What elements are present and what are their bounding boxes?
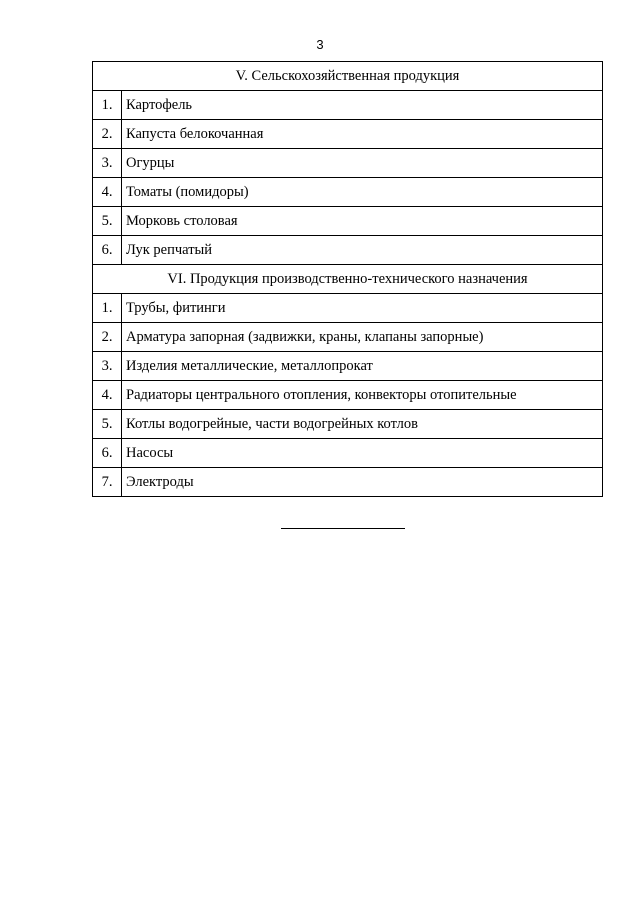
table-row bbox=[93, 178, 603, 207]
row-name: Морковь столовая bbox=[122, 207, 603, 236]
row-number: 7. bbox=[93, 468, 122, 497]
row-name: Огурцы bbox=[122, 149, 603, 178]
table-row bbox=[93, 236, 603, 265]
row-number: 5. bbox=[93, 207, 122, 236]
row-name: Арматура запорная (задвижки, краны, клапаны запорные) bbox=[122, 323, 603, 352]
product-table bbox=[92, 61, 603, 497]
table-row bbox=[93, 323, 603, 352]
row-number: 6. bbox=[93, 439, 122, 468]
table-row bbox=[93, 294, 603, 323]
row-number: 1. bbox=[93, 91, 122, 120]
section-header-row bbox=[93, 62, 603, 91]
row-name: Насосы bbox=[122, 439, 603, 468]
table-row bbox=[93, 468, 603, 497]
section-header-row bbox=[93, 265, 603, 294]
row-name: Трубы, фитинги bbox=[122, 294, 603, 323]
table-row bbox=[93, 381, 603, 410]
table-row bbox=[93, 91, 603, 120]
table-row bbox=[93, 207, 603, 236]
table-row bbox=[93, 120, 603, 149]
section-title: VI. Продукция производственно-технического назначения bbox=[93, 265, 603, 294]
row-name: Картофель bbox=[122, 91, 603, 120]
table-row bbox=[93, 149, 603, 178]
row-number: 4. bbox=[93, 381, 122, 410]
table-row bbox=[93, 352, 603, 381]
page-number: 3 bbox=[316, 37, 324, 52]
table-row bbox=[93, 410, 603, 439]
row-name: Томаты (помидоры) bbox=[122, 178, 603, 207]
row-number: 2. bbox=[93, 120, 122, 149]
row-number: 1. bbox=[93, 294, 122, 323]
row-number: 2. bbox=[93, 323, 122, 352]
row-number: 4. bbox=[93, 178, 122, 207]
row-name: Капуста белокочанная bbox=[122, 120, 603, 149]
row-name: Изделия металлические, металлопрокат bbox=[122, 352, 603, 381]
row-number: 5. bbox=[93, 410, 122, 439]
row-number: 3. bbox=[93, 149, 122, 178]
row-number: 3. bbox=[93, 352, 122, 381]
row-number: 6. bbox=[93, 236, 122, 265]
row-name: Лук репчатый bbox=[122, 236, 603, 265]
row-name: Электроды bbox=[122, 468, 603, 497]
row-name: Котлы водогрейные, части водогрейных котлов bbox=[122, 410, 603, 439]
closing-divider-line bbox=[281, 528, 405, 529]
section-title: V. Сельскохозяйственная продукция bbox=[93, 62, 603, 91]
table-row bbox=[93, 439, 603, 468]
row-name: Радиаторы центрального отопления, конвекторы отопительные bbox=[122, 381, 603, 410]
